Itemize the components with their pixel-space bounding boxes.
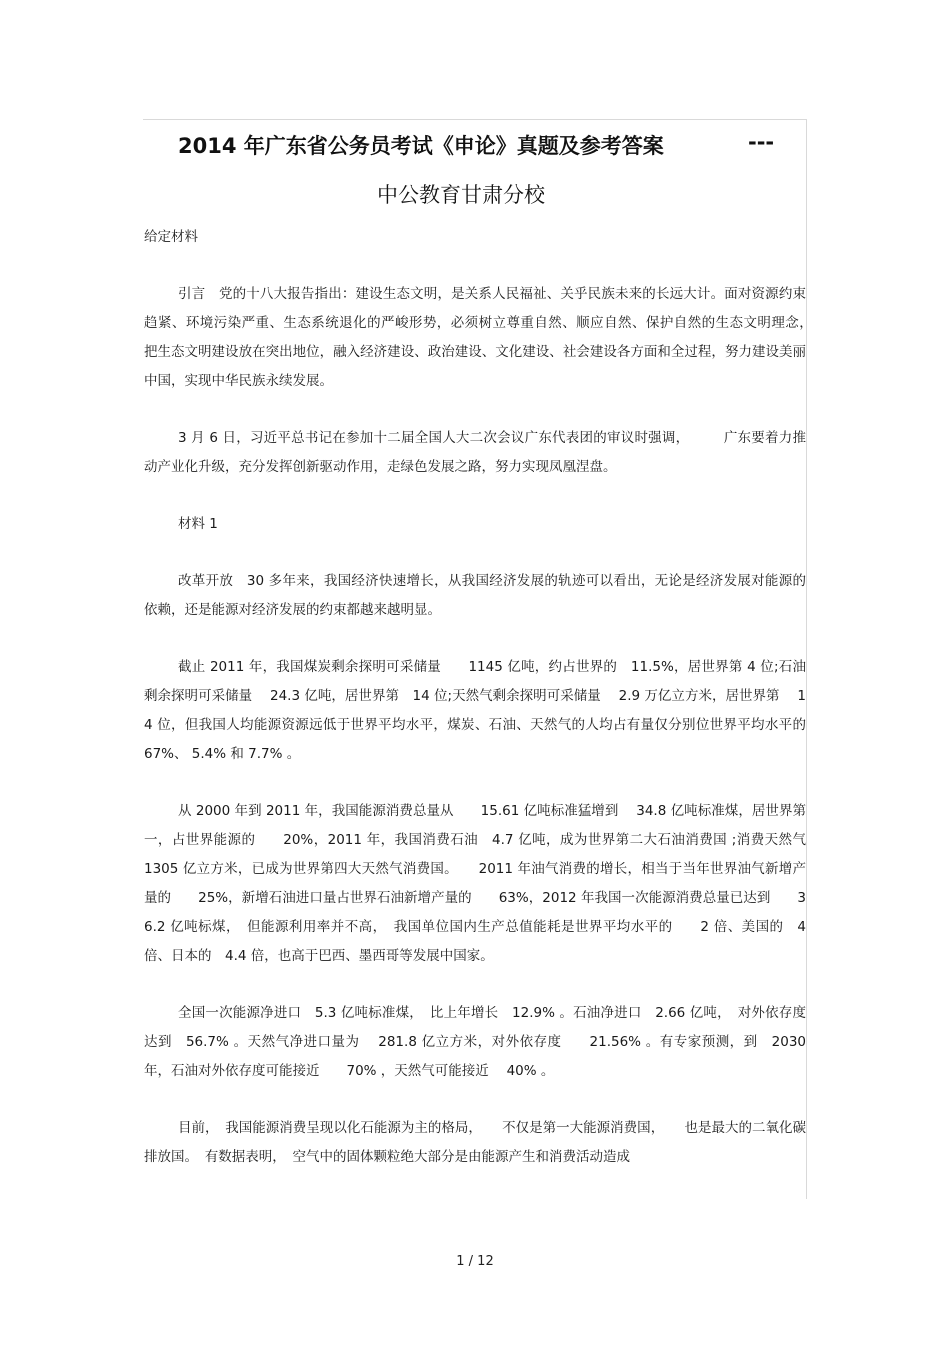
document-title: 2014 年广东省公务员考试《申论》真题及参考答案 (178, 134, 664, 158)
paragraph-consumption: 从 2000 年到 2011 年，我国能源消费总量从 15.61 亿吨标准猛增到 34.8 亿吨标准煤，居世界第一，占世界能源的 20%，2011 年，我国消费石油 4.7 亿吨，成为世界第二大石油消费国 ;消费天然气 1305 亿立方米，已成为世界第四大天然气消费国。 2011 年油气消费的增长，相当于当年世界油气新增产量的 25%，新增石油进口量占世界石油新增产量的 63%，2012 年我国一次能源消费总量已达到 36.2 亿吨标煤， 但能源利用率并不高， 我国单位国内生产总值能耗是世界平均水平的 2 倍、美国的 4 倍、日本的 4.4 倍，也高于巴西、墨西哥等发展中国家。 (144, 803, 820, 964)
paragraph-reform: 改革开放 30 多年来，我国经济快速增长，从我国经济发展的轨迹可以看出，无论是经济发展对能源的依赖，还是能源对经济发展的约束都越来越明显。 (144, 573, 806, 618)
document-body (144, 223, 833, 1172)
page-number: 1 / 12 (456, 1254, 494, 1269)
page-frame-top-border (143, 119, 807, 120)
document-title-dash: --- (748, 130, 775, 154)
document-subtitle: 中公教育甘肃分校 (377, 183, 545, 207)
material-1-heading: 材料 1 (178, 516, 218, 532)
page-frame-right-border (806, 119, 807, 1199)
paragraph-intro: 引言 党的十八大报告指出：建设生态文明，是关系人民福祉、关乎民族未来的长远大计。面对资源约束趋紧、环境污染严重、生态系统退化的严峻形势，必须树立尊重自然、顺应自然、保护自然的生态文明理念， 把生态文明建设放在突出地位，融入经济建设、政治建设、文化建设、社会建设各方面和全过程，努力建设美丽中国，实现中华民族永续发展。 (144, 286, 833, 389)
paragraph-imports: 全国一次能源净进口 5.3 亿吨标准煤， 比上年增长 12.9% 。石油净进口 2.66 亿吨， 对外依存度达到 56.7% 。天然气净进口量为 281.8 亿立方米，对外依存度 21.56% 。有专家预测，到 2030 年，石油对外依存度可能接近 70% ，天然气可能接近 40% 。 (144, 1005, 806, 1079)
paragraph-march-6: 3 月 6 日，习近平总书记在参加十二届全国人大二次会议广东代表团的审议时强调， 广东要着力推动产业化升级，充分发挥创新驱动作用，走绿色发展之路，努力实现凤凰涅盘。 (144, 430, 806, 475)
paragraph-reserves: 截止 2011 年，我国煤炭剩余探明可采储量 1145 亿吨，约占世界的 11.5%，居世界第 4 位;石油剩余探明可采储量 24.3 亿吨，居世界第 14 位;天然气剩余探明可采储量 2.9 万亿立方米，居世界第 14 位，但我国人均能源资源远低于世界平均水平，煤炭、石油、天然气的人均占有量仅分别位世界平均水平的 67%、 5.4% 和 7.7% 。 (144, 659, 833, 762)
paragraph-current: 目前， 我国能源消费呈现以化石能源为主的格局， 不仅是第一大能源消费国， 也是最大的二氧化碳排放国。 有数据表明， 空气中的固体颗粒绝大部分是由能源产生和消费活动造成 (144, 1120, 806, 1165)
section-label: 给定材料 (144, 229, 198, 245)
